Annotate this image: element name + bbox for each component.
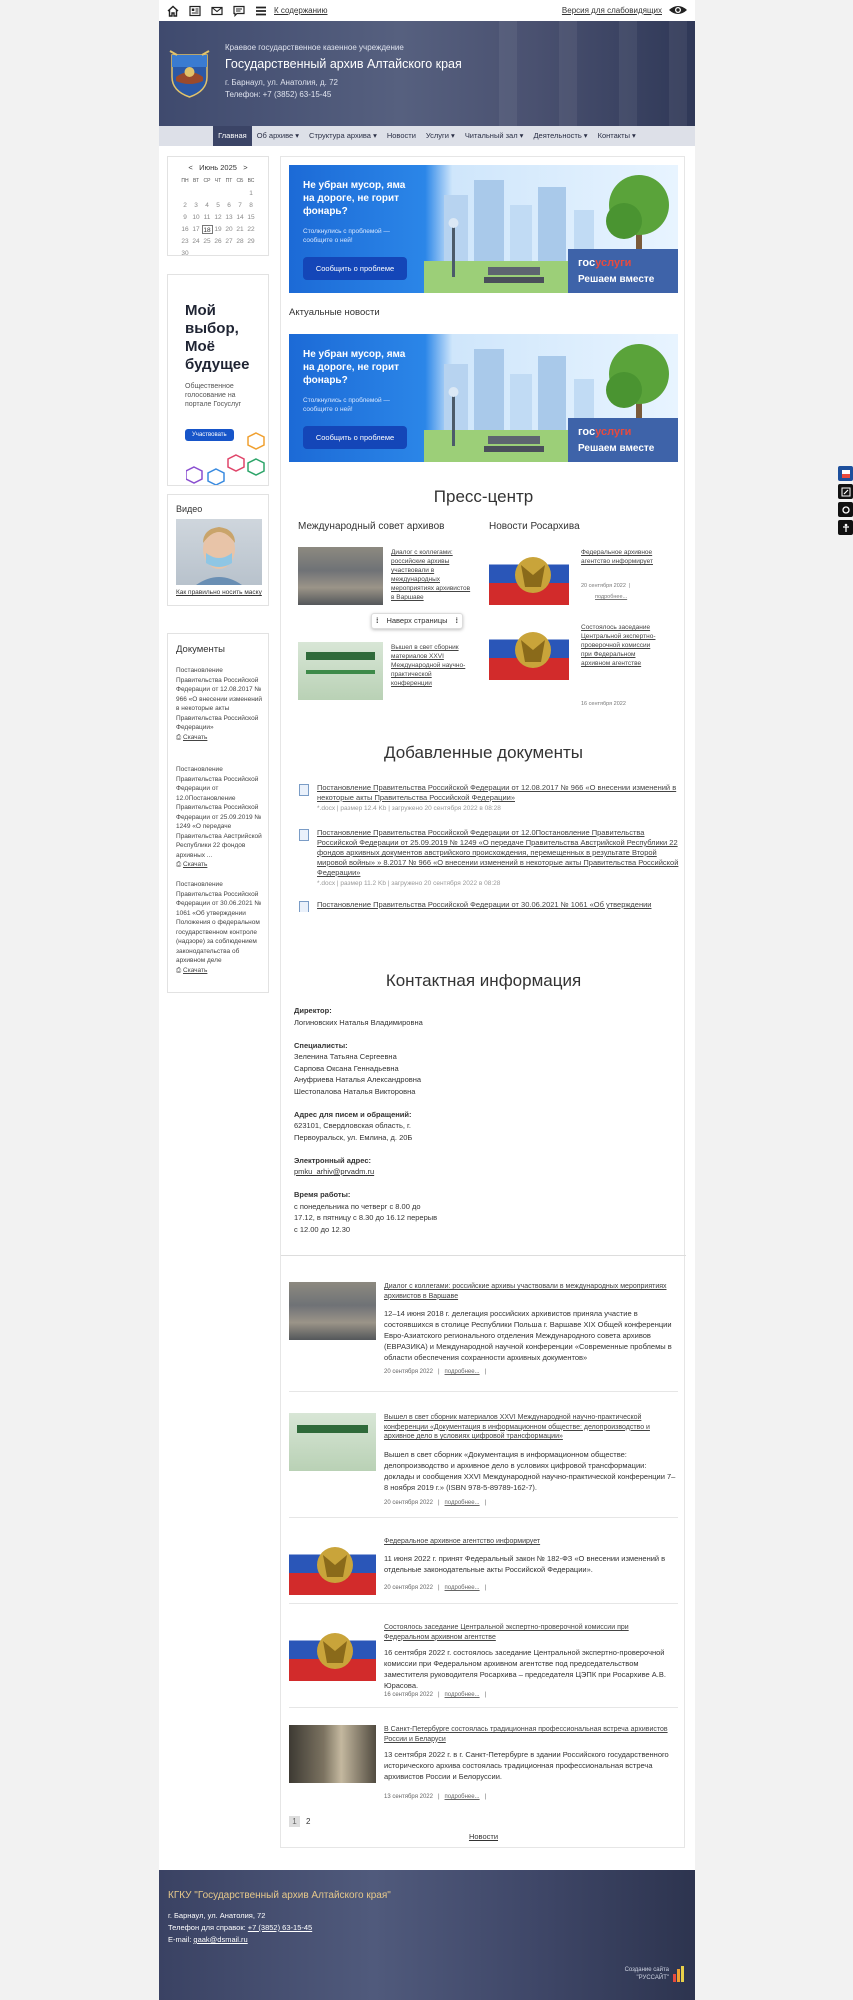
calendar-day-today[interactable]: 18 <box>203 227 211 234</box>
mail-address: 623101, Свердловская область, г. <box>294 1121 411 1130</box>
banner-question: Не убран мусор, яма на дороге, не горит фонарь? <box>303 180 406 217</box>
hours-text: с 12.00 до 12.30 <box>294 1224 351 1234</box>
site-footer <box>159 1870 695 2000</box>
specialist-name: Шестопалова Наталья Викторовна <box>294 1086 416 1096</box>
news-text: Вышел в свет сборник «Документация в информационном обществе: делопроизводство и архивное дело в условиях цифровой трансформации: доклады и сообщения XXVI Международной научно-практической конференции 7–8 ноября 2019 г.» (ISBN 978-5-89789-162-7). <box>384 1450 676 1492</box>
accessibility-side-icon[interactable] <box>838 520 853 535</box>
page-button-current[interactable]: 1 <box>289 1816 300 1827</box>
documents-widget <box>167 633 269 993</box>
calendar-day <box>202 249 213 258</box>
accessibility-bar <box>159 0 695 21</box>
site-header <box>159 21 695 126</box>
download-icon: ⎙ <box>176 861 182 868</box>
calendar-day[interactable]: 28 <box>236 238 244 245</box>
brand-slogan: Решаем вместе <box>578 274 655 285</box>
download-icon: ⎙ <box>176 733 182 741</box>
documents-heading: Документы <box>176 644 225 655</box>
all-news-link[interactable]: Новости <box>468 1832 499 1841</box>
contact-email-link[interactable]: pmku_arhiv@prvadm.ru <box>294 1167 375 1176</box>
brand-uslugi: услуги <box>595 426 632 438</box>
footer-address: г. Барнаул, ул. Анатолия, 72 <box>168 1911 266 1920</box>
news-thumbnail[interactable] <box>289 1413 376 1471</box>
calendar-day[interactable]: 3 <box>194 202 198 209</box>
scroll-bar-icon: ⁞ <box>376 616 379 625</box>
news-thumbnail[interactable] <box>289 1282 376 1340</box>
visually-impaired-label: Версия для слабовидящих <box>561 6 662 15</box>
calendar-day[interactable]: 16 <box>181 226 189 233</box>
added-doc-meta: *.docx | размер 12.4 Kb | загружено 20 сентября 2022 в 08:28 <box>317 805 501 812</box>
vote-title: Мой выбор, Моё будущее <box>185 302 250 373</box>
eye-icon <box>668 4 688 18</box>
calendar-day[interactable]: 6 <box>227 202 231 209</box>
news-thumbnail[interactable] <box>298 642 383 700</box>
calendar-next-button[interactable]: > <box>243 163 248 172</box>
press-item-date: 20 сентября 2022 | <box>581 583 632 589</box>
news-title[interactable]: В Санкт-Петербурге состоялась традиционная профессиональная встреча архивистов России и Беларуси <box>384 1726 668 1743</box>
calendar-day[interactable]: 13 <box>225 214 233 221</box>
news-more-link[interactable]: подробнее... <box>444 1794 480 1800</box>
email-label: Электронный адрес: <box>294 1155 371 1165</box>
calendar-prev-button[interactable]: < <box>188 163 193 172</box>
specialists-label: Специалисты: <box>294 1040 348 1050</box>
page-content <box>159 146 695 1870</box>
skip-to-content-link[interactable]: К содержанию <box>274 6 328 15</box>
news-title[interactable]: Состоялось заседание Центральной экспертно-проверочной комиссии при Федеральном архивном агентстве <box>384 1624 629 1641</box>
nav-item-about[interactable]: Об архиве ▾ <box>256 131 300 140</box>
calendar-day[interactable]: 19 <box>214 226 222 233</box>
calendar-day[interactable]: 12 <box>214 214 222 221</box>
news-title[interactable]: Федеральное архивное агентство информирует <box>384 1538 541 1545</box>
brand-uslugi: услуги <box>595 257 632 269</box>
brand-slogan: Решаем вместе <box>578 443 655 454</box>
gosuslugi-banner[interactable] <box>289 334 678 462</box>
added-doc-item <box>299 828 679 887</box>
mail-icon[interactable] <box>210 5 223 17</box>
calendar-day[interactable]: 25 <box>203 238 211 245</box>
calendar-day[interactable]: 27 <box>225 238 233 245</box>
added-docs-title: Добавленные документы <box>384 743 583 762</box>
press-center-title: Пресс-центр <box>433 487 534 506</box>
director-label: Директор: <box>294 1006 332 1015</box>
calendar-widget <box>167 156 269 256</box>
added-doc-link[interactable]: Постановление Правительства Российской Федерации от 12.0Постановление Правительства Российской Федерации от 25.09.2019 № 1249 «О передаче Правительства Австрийской Республики 22 фондов архивных документов австрийского происхождения, перемещенных в результате Второй мировой войны» » 8.2017 № 966 «О внесении изменений в некоторые акты Правительства Российской Федерации» <box>317 828 679 877</box>
calendar-day[interactable]: 22 <box>247 226 255 233</box>
report-problem-button[interactable]: Сообщить о проблеме <box>303 257 407 280</box>
header-phone: Телефон: +7 (3852) 63-15-45 <box>225 90 332 99</box>
nav-item-services[interactable]: Услуги ▾ <box>425 131 455 140</box>
calendar-day <box>202 189 213 198</box>
edit-side-icon[interactable] <box>838 484 853 499</box>
calendar-day[interactable]: 1 <box>249 190 253 197</box>
press-item-date: 16 сентября 2022 <box>581 701 626 706</box>
developer-logo-icon <box>673 1966 685 1982</box>
video-thumbnail[interactable] <box>176 519 262 585</box>
news-thumbnail[interactable] <box>289 1725 376 1783</box>
vote-subtitle: Общественное голосование на портале Госуслуг <box>185 383 242 408</box>
added-doc-meta: *.docx | размер 11.2 Kb | загружено 20 сентября 2022 в 08:28 <box>317 880 501 887</box>
press-item-title[interactable]: Состоялось заседание Центральной экспертно-проверочной комиссии при Федеральном архивном агентстве <box>581 624 656 667</box>
contacts-card-icon[interactable] <box>188 5 201 17</box>
banner-question: Не убран мусор, яма на дороге, не горит фонарь? <box>303 349 406 386</box>
calendar-day[interactable]: 26 <box>214 238 222 245</box>
press-item-title[interactable]: Федеральное архивное агентство информирует <box>581 549 653 565</box>
news-date: 20 сентября 2022 <box>384 1500 433 1506</box>
side-doc-text[interactable]: Постановление Правительства Российской Федерации от 30.06.2021 № 1061 «Об утверждении Положения о федеральном государственном контроле (надзоре) за соблюдением законодательства об архивном деле <box>176 881 262 964</box>
press-col2-title: Новости Росархива <box>489 521 580 532</box>
back-to-top-button[interactable] <box>371 613 463 629</box>
home-icon[interactable] <box>166 5 179 17</box>
calendar-day <box>213 189 224 198</box>
actual-news-heading: Актуальные новости <box>289 307 380 318</box>
side-doc-text[interactable]: Постановление Правительства Российской Федерации от 12.0Постановление Правительства Российской Федерации от 25.09.2019 № 1249 «О передаче Правительства Австрийской Республики 22 фондов архивных ... <box>176 766 262 859</box>
news-text: 13 сентября 2022 г. в г. Санкт-Петербурге в здании Российского государственного исторического архива состоялась традиционная профессиональная встреча архивистов России и Белоруссии. <box>384 1750 669 1781</box>
calendar-day[interactable]: 2 <box>183 202 187 209</box>
page-button[interactable]: 2 <box>306 1817 311 1826</box>
calendar-day[interactable]: 9 <box>183 214 187 221</box>
calendar-day[interactable]: 14 <box>236 214 244 221</box>
calendar-day <box>224 249 235 258</box>
news-title[interactable]: Диалог с коллегами: российские архивы участвовали в международных мероприятиях архивистов в Варшаве <box>384 1283 667 1300</box>
calendar-day[interactable]: 30 <box>181 250 189 257</box>
calendar-day <box>235 189 246 198</box>
calendar-day[interactable]: 24 <box>192 238 200 245</box>
back-to-top-label: Наверх страницы <box>386 616 448 625</box>
calendar-weekday: ПН <box>181 178 189 184</box>
visually-impaired-link[interactable] <box>562 4 688 18</box>
press-item-more[interactable]: подробнее... <box>595 594 628 600</box>
calendar-weekday: ВТ <box>192 178 200 184</box>
gosuslugi-side-icon[interactable] <box>838 466 853 481</box>
footer-org: КГКУ "Государственный архив Алтайского края" <box>168 1890 391 1901</box>
gosuslugi-brand <box>568 418 678 462</box>
calendar-weekday: ВС <box>247 178 255 184</box>
calendar-day <box>191 249 202 258</box>
news-date: 16 сентября 2022 <box>384 1692 433 1698</box>
header-address: г. Барнаул, ул. Анатолия, д. 72 <box>225 78 338 87</box>
video-caption[interactable]: Как правильно носить маску <box>176 589 262 596</box>
report-problem-button[interactable]: Сообщить о проблеме <box>303 426 407 449</box>
document-icon <box>299 784 309 796</box>
news-text: 11 июня 2022 г. принят Федеральный закон № 182-ФЗ «О внесении изменений в отдельные законодательные акты Российской Федерации». <box>384 1554 666 1574</box>
hours-text: с понедельника по четверг с 8.00 до <box>294 1201 421 1211</box>
calendar-weekday: СР <box>203 178 211 184</box>
vote-banner[interactable] <box>167 274 269 486</box>
calendar-day <box>213 249 224 258</box>
contacts-block <box>294 1005 437 1235</box>
news-more-link[interactable]: подробнее... <box>444 1692 480 1698</box>
menu-icon[interactable] <box>254 5 267 17</box>
calendar-day[interactable]: 29 <box>247 238 255 245</box>
download-icon: ⎙ <box>176 966 182 974</box>
calendar-day[interactable]: 10 <box>192 214 200 221</box>
document-icon <box>299 829 309 841</box>
news-thumbnail[interactable] <box>489 547 569 605</box>
scroll-bar-icon: ⁞ <box>455 616 458 625</box>
director-name: Логиновских Наталья Владимировна <box>294 1017 423 1027</box>
hours-label: Время работы: <box>294 1190 351 1199</box>
feedback-icon[interactable] <box>232 5 245 17</box>
vote-decor-icon <box>186 423 269 486</box>
calendar-day <box>180 189 191 198</box>
hours-text: 17.12, в пятницу с 8.30 до 16.12 перерыв <box>294 1213 438 1222</box>
developer-credit[interactable]: Создание сайта "РУССАЙТ" <box>624 1967 669 1981</box>
footer-email-link[interactable]: gaak@dsmail.ru <box>193 1935 248 1944</box>
added-doc-link[interactable]: Постановление Правительства Российской Федерации от 12.08.2017 № 966 «О внесении изменений в некоторые акты Правительства Российской Федерации» <box>317 783 677 802</box>
news-text: 12–14 июня 2018 г. делегация российских архивистов приняла участие в состоявшихся в столице Республики Польша г. Варшаве XIX Общей конференции Евро-Азиатского регионального отделения Международного совета архивов (ЕВРАЗИКА) и Международной научной конференции «Современные проблемы в области обеспечения сохранности архивных документов» <box>384 1309 672 1362</box>
footer-email: E-mail: gaak@dsmail.ru <box>168 1935 248 1944</box>
pagination <box>289 1816 310 1827</box>
settings-side-icon[interactable] <box>838 502 853 517</box>
calendar-weekday: ЧТ <box>214 178 222 184</box>
calendar-day <box>224 189 235 198</box>
calendar-day <box>246 249 257 258</box>
news-text: 16 сентября 2022 г. состоялось заседание Центральной экспертно-проверочной комиссии при Федеральном архивном агентстве под председательством заместителя руководителя Росархива – председателя ЦЭПК при Росархиве А.В. Юрасова. <box>384 1648 666 1690</box>
calendar-grid <box>168 177 268 258</box>
calendar-day[interactable]: 20 <box>225 226 233 233</box>
calendar-header <box>168 163 268 172</box>
mail-address: Первоуральск, ул. Емлина, д. 20Б <box>294 1132 413 1142</box>
news-thumbnail[interactable] <box>289 1537 376 1595</box>
calendar-day <box>235 249 246 258</box>
side-doc-item <box>176 666 264 742</box>
specialist-name: Сарпова Оксана Геннадьевна <box>294 1063 399 1073</box>
specialist-name: Зеленина Татьяна Сергеевна <box>294 1052 397 1061</box>
side-doc-item <box>176 765 264 870</box>
news-more-link[interactable]: подробнее... <box>444 1585 480 1591</box>
document-icon <box>299 901 309 912</box>
nav-item-contacts[interactable]: Контакты ▾ <box>597 131 636 140</box>
press-item-title[interactable]: Вышел в свет сборник материалов XXVI Международной научно-практической конференции <box>391 644 466 687</box>
news-thumbnail[interactable] <box>489 622 569 680</box>
side-doc-text[interactable]: Постановление Правительства Российской Федерации от 12.08.2017 № 966 «О внесении изменений в некоторые акты Правительства Российской Федерации» <box>176 667 263 731</box>
added-doc-item <box>299 783 679 812</box>
nav-item-reading-room[interactable]: Читальный зал ▾ <box>464 131 524 140</box>
brand-gos: гос <box>578 426 596 438</box>
video-widget <box>167 494 269 606</box>
calendar-day[interactable]: 5 <box>216 202 220 209</box>
added-doc-link[interactable]: Постановление Правительства Российской Федерации от 30.06.2021 № 1061 «Об утверждении <box>317 900 652 909</box>
nav-item-news[interactable]: Новости <box>386 131 416 140</box>
calendar-month: Июнь 2025 <box>199 163 237 172</box>
calendar-day[interactable]: 17 <box>192 226 200 233</box>
address-label: Адрес для писем и обращений: <box>294 1109 412 1119</box>
vote-participate-button[interactable]: Участвовать <box>185 429 234 441</box>
video-heading: Видео <box>176 504 203 514</box>
nav-item-activity[interactable]: Деятельность ▾ <box>533 131 588 140</box>
specialist-name: Ануфриева Наталья Александровна <box>294 1075 422 1084</box>
footer-phone: Телефон для справок: +7 (3852) 63-15-45 <box>168 1923 313 1932</box>
news-date: 13 сентября 2022 <box>384 1794 433 1800</box>
nav-item-structure[interactable]: Структура архива ▾ <box>309 131 377 140</box>
banner-subtitle: Столкнулись с проблемой — сообщите о ней! <box>303 228 390 244</box>
news-more-link[interactable]: подробнее... <box>444 1369 480 1375</box>
added-doc-item <box>299 900 679 912</box>
coat-of-arms-logo[interactable] <box>166 47 213 99</box>
calendar-day[interactable]: 8 <box>249 202 253 209</box>
gosuslugi-banner[interactable] <box>289 165 678 293</box>
calendar-day[interactable]: 15 <box>247 214 255 221</box>
calendar-day[interactable]: 11 <box>203 214 211 221</box>
news-title[interactable]: Вышел в свет сборник материалов XXVI Международной научно-практической конференции «Документация в информационном обществе: делопроизводство и архивное дело в условиях цифровой трансформации» <box>384 1414 650 1440</box>
footer-phone-link[interactable]: +7 (3852) 63-15-45 <box>247 1923 313 1932</box>
gosuslugi-brand <box>568 249 678 293</box>
banner-subtitle: Столкнулись с проблемой — сообщите о ней! <box>303 397 390 413</box>
news-thumbnail[interactable] <box>289 1623 376 1681</box>
calendar-day[interactable]: 7 <box>238 202 242 209</box>
calendar-weekday: ПТ <box>225 178 233 184</box>
contacts-title: Контактная информация <box>385 971 582 990</box>
main-nav <box>159 126 695 146</box>
calendar-day <box>191 189 202 198</box>
calendar-weekday: СБ <box>236 178 244 184</box>
side-doc-download[interactable]: Скачать <box>183 966 208 974</box>
nav-item-home[interactable]: Главная <box>213 126 252 146</box>
calendar-day[interactable]: 23 <box>181 238 189 245</box>
press-item-title[interactable]: Диалог с коллегами: российские архивы участвовали в международных мероприятиях архивистов в Варшаве <box>391 549 471 601</box>
org-name[interactable]: Государственный архив Алтайского края <box>225 57 462 71</box>
news-more-link[interactable]: подробнее... <box>444 1500 480 1506</box>
brand-gos: гос <box>578 257 596 269</box>
calendar-day[interactable]: 21 <box>236 226 244 233</box>
side-doc-item <box>176 880 264 975</box>
news-thumbnail[interactable] <box>298 547 383 605</box>
side-doc-download[interactable]: Скачать <box>183 733 208 741</box>
main-column: Не убран мусор, яма на дороге, не горит фонарь? Столкнулись с проблемой — сообщите о ней! Сообщить о проблеме госуслуги Решаем вместе Актуальные новости Не убран мусор, яма на дороге, не горит фонарь? Столкнулись с проблемой — сообщите о ней! Сообщить о проблеме госуслуги Решаем вместе Пресс-центр Международный совет архивов Новости Росархива Диалог с коллегами: российские архивы участвовали в международных мероприятиях архивистов в Варшаве Вышел в свет сборник материалов XXVI Международной научно-практической конференции Федеральное архивное агентство информирует 20 сентября 2022 | подробнее... Состоялось заседание Центральной экспертно-проверочной комиссии при Федеральном архивном агентстве 16 сентября 2022 ⁞ Наверх страницы ⁞ Добавленные документы Постановление Правительства Российской Федерации от 12.08.2017 № 966 «О внесении изменений в некоторые акты Правительства Российской Федерации» *.docx | размер 12.4 Kb | загружено 20 сентября 2022 в 08:28 Постановление Правительства Российской Федерации от 12.0Постановление Правительства Российской Федерации от 25.09.2019 № 1249 «О передаче Правительства Австрийской Республики 22 фондов архивных документов австрийского происхождения, перемещенных в результате Второй мировой войны» » 8.2017 № 966 «О внесении изменений в некоторые акты Правительства Российской Федерации» *.docx | размер 11.2 Kb | загружено 20 сентября 2022 в 08:28 Постановление Правительства Российской Федерации от 30.06.2021 № 1061 «Об утверждении Контактная информация Директор: Логиновских Наталья Владимировна Специалисты: Зеленина Татьяна Сергеевна Сарпова Оксана Геннадьевна Ануфриева Наталья Александровна Шестопалова Наталья Викторовна Адрес для писем и обращений: 623101, Свердловская область, г. Первоуральск, ул. Емлина, д. 20Б Электронный адрес: pmku_arhiv@prvadm.ru Время работы: с понедельника по четверг с 8.00 до 17.12, в пятницу с 8.30 до 16.12 перерыв с 12.00 до 12.30 Диалог с коллегами: российские архивы участвовали в международных мероприятиях архивистов в Варшаве 12–14 июня 2018 г. делегация российских архивистов приняла участие в состоявшихся в столице Республики Польша г. Варшаве XIX Общей конференции Евро-Азиатского регионального отделения Международного совета архивов (ЕВРАЗИКА) и Международной научной конференции «Современные проблемы в области обеспечения сохранности архивных документов» 20 сентября 2022 | подробнее... | Вышел в свет сборник материалов XXVI Международной научно-практической конференции «Документация в информационном обществе: делопроизводство и архивное дело в условиях цифровой трансформации» Вышел в свет сборник «Документация в информационном обществе: делопроизводство и архивное дело в условиях цифровой трансформации: доклады и сообщения XXVI Международной научно-практической конференции 7–8 ноября 2019 г.» (ISBN 978-5-89789-162-7). 20 сентября 2022 | подробнее... | Федеральное архивное агентство информирует 11 июня 2022 г. принят Федеральный закон № 182-ФЗ «О внесении изменений в отдельные законодательные акты Российской Федерации». 20 сентября 2022 | подробнее... | Состоялось заседание Центральной экспертно-проверочной комиссии при Федеральном архивном агентстве 16 сентября 2022 г. состоялось заседание Центральной экспертно-проверочной комиссии при Федеральном архивном агентстве под председательством заместителя руководителя Росархива – председателя ЦЭПК при Росархиве А.В. Юрасова. 16 сентября 2022 | подробнее... | В Санкт-Петербурге состоялась традиционная профессиональная встреча архивистов России и Беларуси 13 сентября 2022 г. в г. Санкт-Петербурге в здании Российского государственного исторического архива состоялась традиционная профессиональная встреча архивистов России и Белоруссии. 13 сентября 2022 | подробнее... | 1 2 Новости <box>280 156 685 1848</box>
news-date: 20 сентября 2022 <box>384 1585 433 1591</box>
calendar-day[interactable]: 4 <box>205 202 209 209</box>
side-doc-download[interactable]: Скачать <box>183 861 208 868</box>
press-col1-title: Международный совет архивов <box>298 521 445 532</box>
org-type: Краевое государственное казенное учреждение <box>225 43 404 52</box>
news-date: 20 сентября 2022 <box>384 1369 433 1375</box>
